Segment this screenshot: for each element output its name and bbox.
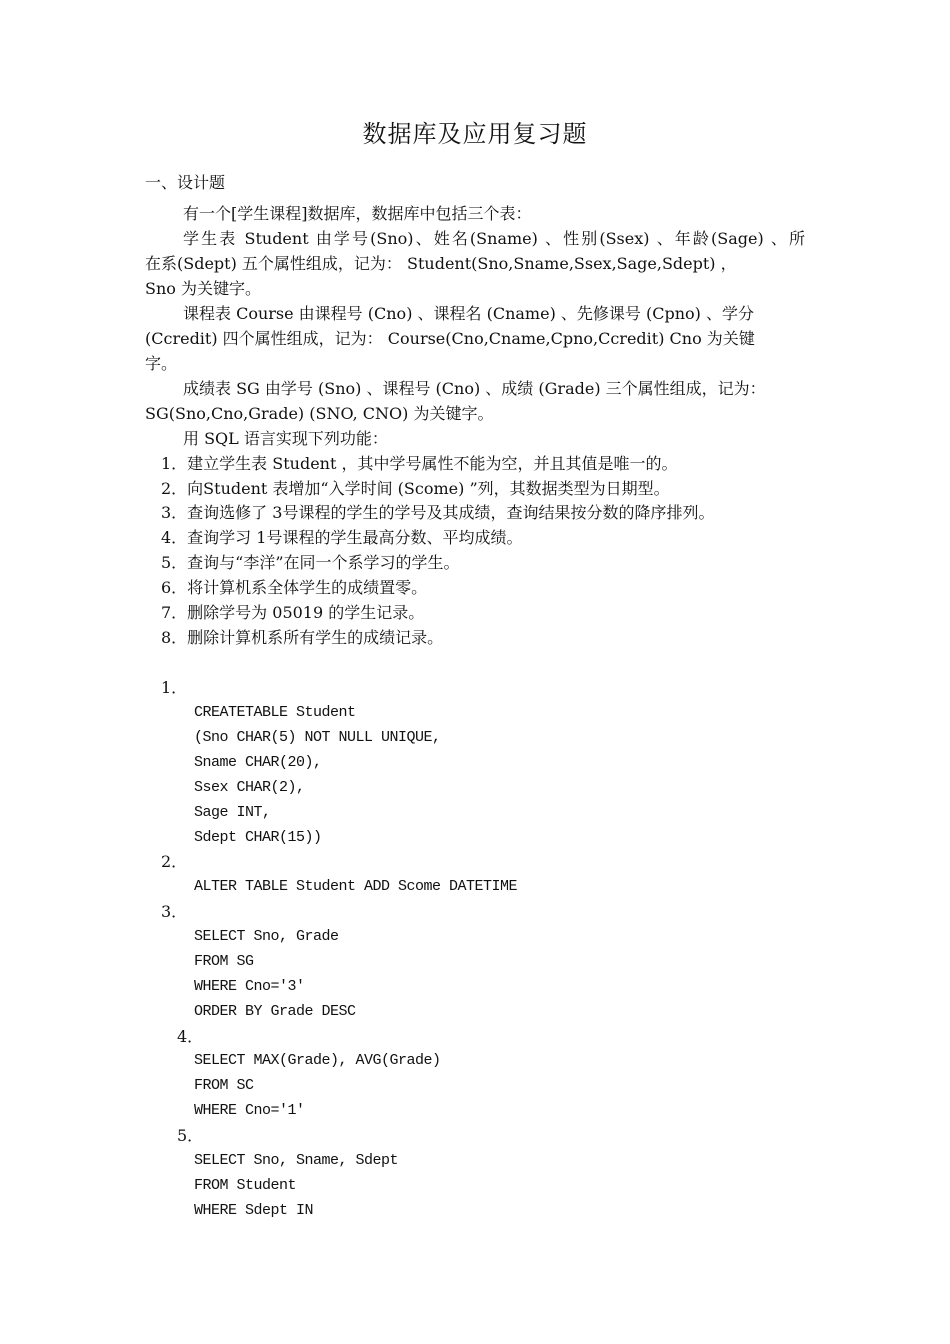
- task-item: 2．向Student 表增加“入学时间 (Scome) ”列，其数据类型为日期型。: [161, 479, 670, 498]
- task-item: 7．删除学号为 05019 的学生记录。: [161, 603, 425, 622]
- course-table-desc-1: 课程表 Course 由课程号 (Cno) 、课程名 (Cname) 、先修课号 (Cpno) 、学分: [183, 304, 754, 323]
- answer-number: 3．: [161, 902, 188, 921]
- sg-table-desc-2: SG(Sno,Cno,Grade) (SNO, CNO) 为关键字。: [145, 404, 494, 423]
- task-item: 8．删除计算机系所有学生的成绩记录。: [161, 628, 444, 647]
- code-line: Sdept CHAR(15)): [194, 829, 322, 846]
- code-line: WHERE Sdept IN: [194, 1202, 314, 1219]
- student-table-desc-3: Sno 为关键字。: [145, 279, 261, 298]
- sg-table-desc-1: 成绩表 SG 由学号 (Sno) 、课程号 (Cno) 、成绩 (Grade) 三个属性组成，记为：: [183, 379, 766, 398]
- answer-number: 4．: [177, 1027, 204, 1046]
- code-line: CREATETABLE Student: [194, 704, 356, 721]
- answer-number: 5．: [177, 1126, 204, 1145]
- code-line: FROM SC: [194, 1077, 254, 1094]
- page-title: 数据库及应用复习题: [362, 120, 588, 148]
- code-line: (Sno CHAR(5) NOT NULL UNIQUE,: [194, 729, 441, 746]
- task-item: 6．将计算机系全体学生的成绩置零。: [161, 578, 428, 597]
- code-line: WHERE Cno='1': [194, 1102, 305, 1119]
- answer-number: 2．: [161, 852, 188, 871]
- course-table-desc-3: 字。: [145, 354, 178, 373]
- student-table-desc-2: 在系(Sdept) 五个属性组成，记为： Student(Sno,Sname,Ssex,Sage,Sdept) ，: [145, 254, 737, 273]
- sql-intro: 用 SQL 语言实现下列功能：: [183, 429, 388, 448]
- task-item: 3．查询选修了 3号课程的学生的学号及其成绩，查询结果按分数的降序排列。: [161, 503, 715, 522]
- task-item: 5．查询与“李洋”在同一个系学习的学生。: [161, 553, 460, 572]
- section-heading: 一、设计题: [145, 173, 226, 192]
- code-line: SELECT Sno, Sname, Sdept: [194, 1152, 399, 1169]
- code-line: WHERE Cno='3': [194, 978, 305, 995]
- student-table-desc-1: 学生表 Student 由学号(Sno)、姓名(Sname) 、性别(Ssex) 、年龄(Sage) 、所: [183, 229, 805, 248]
- task-item: 1．建立学生表 Student ，其中学号属性不能为空，并且其值是唯一的。: [161, 454, 678, 473]
- code-line: Sage INT,: [194, 804, 271, 821]
- code-line: FROM SG: [194, 953, 254, 970]
- code-line: SELECT Sno, Grade: [194, 928, 339, 945]
- intro-text: 有一个[学生课程]数据库，数据库中包括三个表：: [183, 204, 532, 223]
- course-table-desc-2: (Ccredit) 四个属性组成，记为： Course(Cno,Cname,Cpno,Ccredit) Cno 为关键: [145, 329, 755, 348]
- code-line: Ssex CHAR(2),: [194, 779, 305, 796]
- code-line: Sname CHAR(20),: [194, 754, 322, 771]
- code-line: ALTER TABLE Student ADD Scome DATETIME: [194, 878, 518, 895]
- code-line: ORDER BY Grade DESC: [194, 1003, 356, 1020]
- code-line: SELECT MAX(Grade), AVG(Grade): [194, 1052, 441, 1069]
- code-line: FROM Student: [194, 1177, 297, 1194]
- answer-number: 1．: [161, 678, 188, 697]
- task-item: 4．查询学习 1号课程的学生最高分数、平均成绩。: [161, 528, 523, 547]
